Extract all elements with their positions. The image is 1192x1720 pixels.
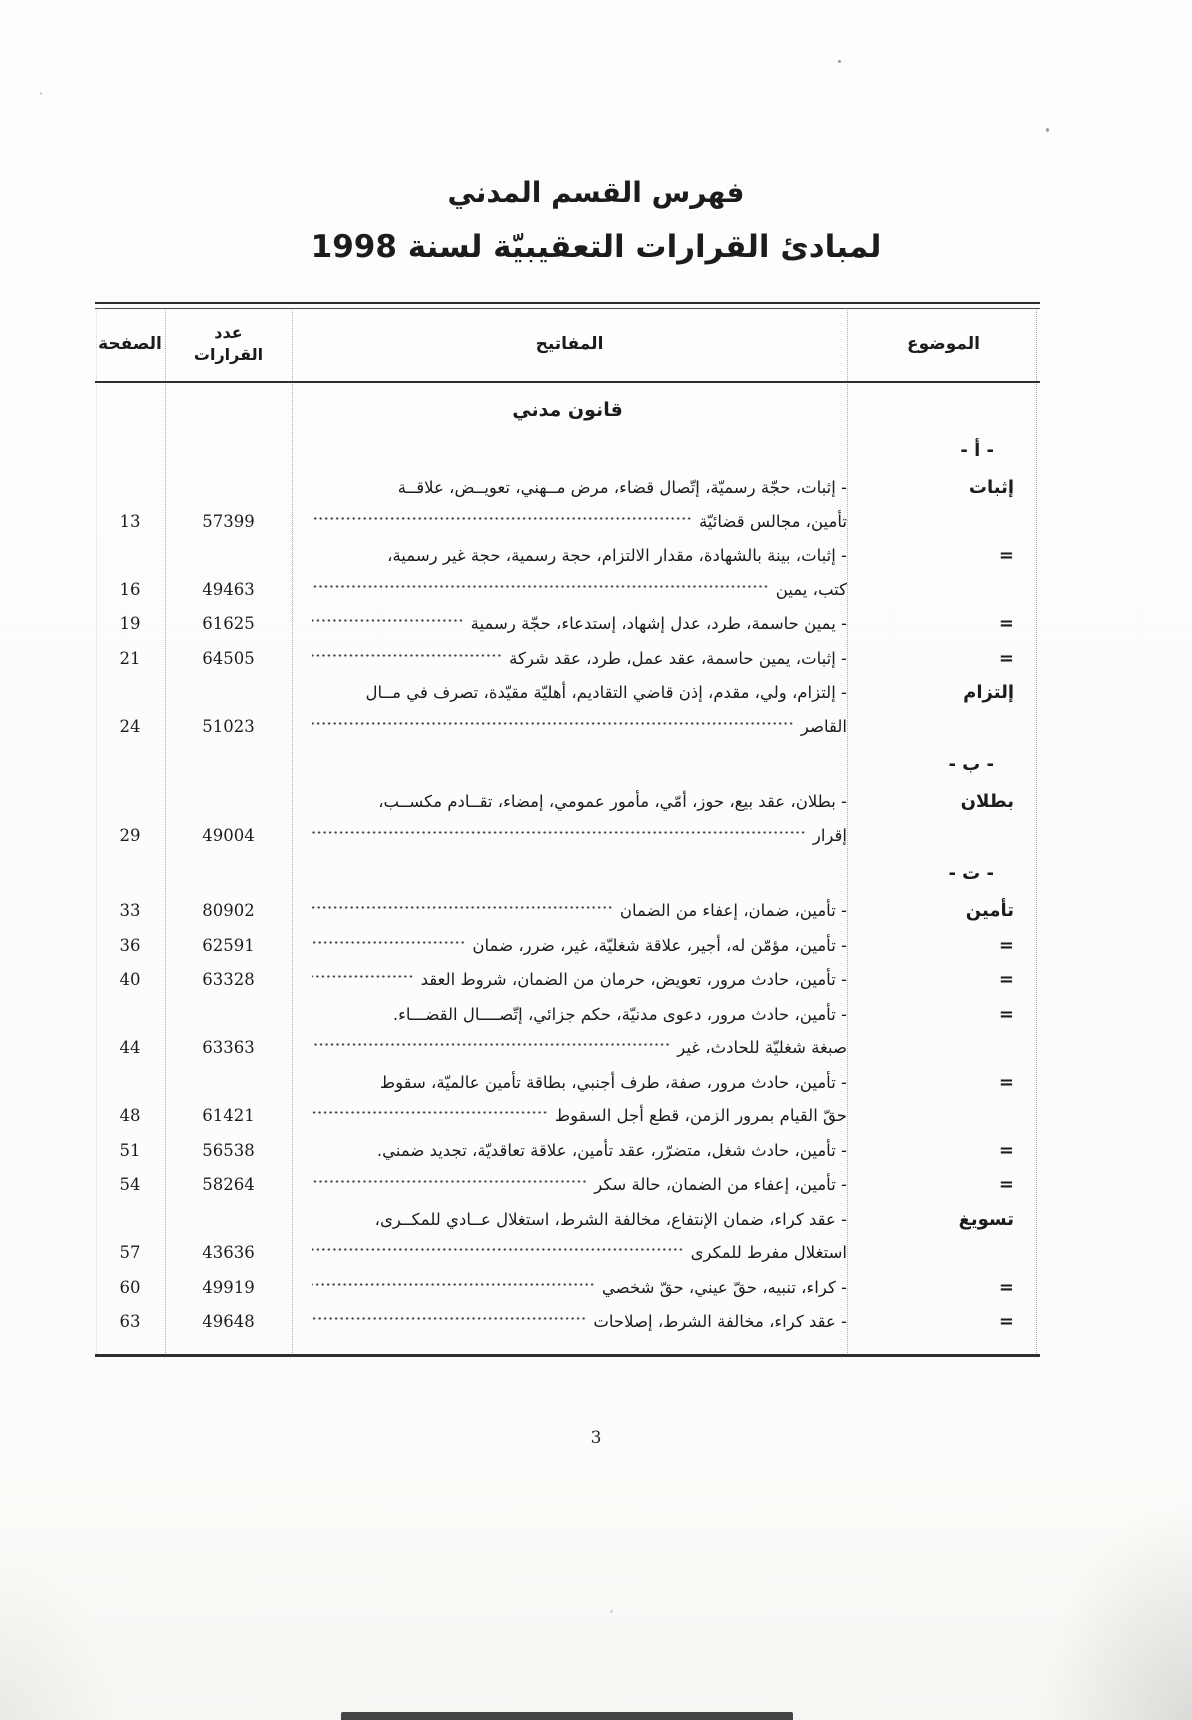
entry-subject: = xyxy=(998,934,1014,956)
entry-decision-number: 61625 xyxy=(202,614,255,633)
table-row xyxy=(95,471,1040,538)
table-row xyxy=(95,676,1040,743)
entry-page-number: 44 xyxy=(119,1038,141,1057)
entry-subject: = xyxy=(998,969,1014,990)
dot-leader xyxy=(312,510,692,527)
table-row xyxy=(95,607,1040,641)
entry-key-text: - بطلان، عقد بيع، حوز، أمّي، مأمور عمومي، إمضاء، تقــادم مكســب، xyxy=(378,792,847,811)
column-header-decisions xyxy=(165,322,292,365)
entry-key-text: القاصر xyxy=(800,716,847,736)
table-row xyxy=(95,998,1040,1065)
entry-page-number: 60 xyxy=(119,1277,141,1297)
entry-key-text: - تأمين، حادث مرور، صفة، طرف أجنبي، بطاقة تأمين عالميّة، سقوط xyxy=(379,1072,847,1092)
entry-key-line xyxy=(300,676,847,710)
dot-leader xyxy=(312,969,414,986)
entry-decision-number: 43636 xyxy=(202,1243,255,1262)
dot-leader xyxy=(312,715,794,732)
entry-key-text: حقّ القيام بمرور الزمن، قطع أجل السقوط xyxy=(554,1106,847,1125)
entry-subject: = xyxy=(998,1276,1014,1298)
table-row xyxy=(95,642,1040,676)
page-title: فهرس القسم المدني xyxy=(447,176,745,209)
entry-key-text: كتب، يمين xyxy=(775,579,847,599)
letter-row xyxy=(95,434,1040,468)
entry-key-text: - تأمين، حادث شغل، متضرّر، عقد تأمين، علاقة تعاقديّة، تجديد ضمني. xyxy=(376,1140,847,1160)
entry-decision-number: 56538 xyxy=(202,1140,255,1160)
entry-key-line xyxy=(300,1203,847,1237)
entry-keys xyxy=(292,1134,847,1168)
table-row xyxy=(95,894,1040,928)
scan-speck xyxy=(40,92,42,95)
table-row xyxy=(95,1305,1040,1339)
entry-keys xyxy=(292,1305,847,1339)
page-subtitle: لمبادئ القرارات التعقيبيّة لسنة 1998 xyxy=(310,229,882,265)
dot-leader xyxy=(312,578,769,595)
letter-row xyxy=(95,748,1040,782)
column-header-page: الصفحة xyxy=(98,333,162,354)
entry-key-text: - عقد كراء، مخالفة الشرط، إصلاحات xyxy=(593,1312,847,1331)
table-row xyxy=(95,1168,1040,1202)
dot-leader xyxy=(312,824,806,841)
table-row xyxy=(95,1203,1040,1270)
entry-key-text: - إلتزام، ولي، مقدم، إذن قاضي التقاديم، أهليّة مقيّدة، تصرف في مــال xyxy=(365,683,847,702)
entry-keys xyxy=(292,676,847,743)
entry-decision-number: 51023 xyxy=(202,716,255,736)
entry-key-text: تأمين، مجالس قضائيّة xyxy=(698,511,847,531)
entry-key-line xyxy=(300,963,847,997)
entry-key-text: - تأمين، ضمان، إعفاء من الضمان xyxy=(619,901,847,920)
table-row xyxy=(95,1134,1040,1168)
dot-leader xyxy=(312,1037,670,1054)
entry-keys xyxy=(292,963,847,997)
dot-leader xyxy=(312,1242,684,1259)
entry-page-number: 36 xyxy=(119,935,141,955)
entry-page-number: 24 xyxy=(119,716,141,736)
entry-key-text: إقرار xyxy=(812,825,847,845)
entry-decision-number: 64505 xyxy=(202,648,255,668)
entry-keys xyxy=(292,1168,847,1202)
entry-subject: تأمين xyxy=(965,900,1014,921)
entry-page-number: 57 xyxy=(119,1243,141,1262)
entry-key-text: - تأمين، حادث مرور، تعويض، حرمان من الضمان، شروط العقد xyxy=(420,970,847,989)
entry-key-line xyxy=(300,1031,847,1065)
entry-key-line xyxy=(300,1134,847,1168)
entry-decision-number: 63363 xyxy=(202,1038,255,1057)
entry-decision-number: 49463 xyxy=(202,579,255,599)
entry-decision-number: 57399 xyxy=(202,511,255,531)
dot-leader xyxy=(312,613,464,630)
entry-page-number: 54 xyxy=(119,1175,141,1194)
entry-key-line xyxy=(300,607,847,641)
entry-subject: = xyxy=(998,545,1014,566)
entry-key-line xyxy=(300,1271,847,1305)
entry-decision-number: 49919 xyxy=(202,1277,255,1297)
letter-row xyxy=(95,857,1040,891)
table-top-rule xyxy=(95,302,1040,309)
entry-key-line xyxy=(300,642,847,676)
dot-leader xyxy=(312,1311,586,1328)
section-title: قانون مدني xyxy=(512,399,623,421)
entry-key-line xyxy=(300,819,847,853)
entry-key-line xyxy=(300,573,847,607)
entry-decision-number: 58264 xyxy=(202,1175,255,1194)
table-row xyxy=(95,1271,1040,1305)
entry-page-number: 13 xyxy=(119,511,141,531)
entry-keys xyxy=(292,929,847,963)
dot-leader xyxy=(312,934,465,951)
table-body xyxy=(95,383,1040,1357)
column-header-keys: المفاتيح xyxy=(535,333,604,354)
table-header-row xyxy=(95,309,1040,383)
section-letter: - ت - xyxy=(948,863,994,884)
entry-subject: = xyxy=(998,1003,1014,1025)
entry-decision-number: 62591 xyxy=(202,935,255,955)
entry-page-number: 19 xyxy=(119,614,141,633)
entry-keys xyxy=(292,1066,847,1133)
scan-artifact-bar xyxy=(341,1712,793,1720)
entry-key-text: - إثبات، يمين حاسمة، عقد عمل، طرد، عقد شركة xyxy=(509,648,847,668)
entry-page-number: 63 xyxy=(119,1312,141,1331)
dot-leader xyxy=(312,1174,587,1191)
entry-key-text: - يمين حاسمة، طرد، عدل إشهاد، إستدعاء، حجّة رسمية xyxy=(470,614,847,633)
entry-page-number: 29 xyxy=(119,825,141,845)
footer-page-number: 3 xyxy=(590,1428,602,1448)
entry-key-text: - إثبات، حجّة رسميّة، إتّصال قضاء، مرض مــهني، تعويــض، علاقــة xyxy=(397,478,847,497)
index-table xyxy=(95,302,1040,1357)
entry-decision-number: 61421 xyxy=(202,1106,255,1125)
table-row xyxy=(95,1066,1040,1133)
entry-page-number: 33 xyxy=(119,901,141,920)
entry-subject: = xyxy=(998,1071,1014,1093)
entry-key-line xyxy=(300,471,847,505)
entry-key-line xyxy=(300,1066,847,1100)
table-row xyxy=(95,929,1040,963)
entry-key-text: - إثبات، بينة بالشهادة، مقدار الالتزام، حجة رسمية، حجة غير رسمية، xyxy=(387,546,847,565)
entry-decision-number: 63328 xyxy=(202,970,255,989)
entry-key-text: - تأمين، حادث مرور، دعوى مدنيّة، حكم جزائي، إتّصــــال القضـــاء. xyxy=(392,1004,847,1024)
entry-key-line xyxy=(300,1168,847,1202)
dot-leader xyxy=(312,1105,548,1122)
entry-decision-number: 49004 xyxy=(202,825,255,845)
entry-keys xyxy=(292,471,847,538)
scan-speck xyxy=(610,1610,613,1613)
entry-subject: = xyxy=(998,1311,1014,1332)
entry-subject: إلتزام xyxy=(963,682,1014,703)
document-titles xyxy=(0,176,1192,265)
entry-page-number: 21 xyxy=(119,648,141,668)
entry-key-line xyxy=(300,539,847,573)
entry-page-number: 51 xyxy=(119,1140,141,1160)
entry-keys xyxy=(292,642,847,676)
entry-keys xyxy=(292,1271,847,1305)
entry-subject: بطلان xyxy=(960,791,1014,812)
entry-key-line xyxy=(300,894,847,928)
table-row xyxy=(95,785,1040,852)
entry-keys xyxy=(292,1203,847,1270)
column-header-decisions-line1: عدد xyxy=(214,323,243,343)
entry-subject: إثبات xyxy=(968,477,1014,498)
entry-key-text: استغلال مفرط للمكرى xyxy=(690,1243,847,1262)
entry-subject: = xyxy=(998,1174,1014,1195)
column-header-decisions-line2: القرارات xyxy=(193,345,264,364)
entry-key-line xyxy=(300,1236,847,1270)
entry-page-number: 16 xyxy=(119,579,141,599)
entry-subject: = xyxy=(998,647,1014,669)
entry-keys xyxy=(292,607,847,641)
entry-key-line xyxy=(300,710,847,744)
entry-keys xyxy=(292,785,847,852)
entry-keys xyxy=(292,894,847,928)
entry-key-line xyxy=(300,1305,847,1339)
entry-keys xyxy=(292,998,847,1065)
entry-key-text: - كراء، تنبيه، حقّ عيني، حقّ شخصي xyxy=(601,1277,847,1297)
dot-leader xyxy=(312,647,502,664)
entry-key-line xyxy=(300,998,847,1032)
entry-key-line xyxy=(300,785,847,819)
scan-speck xyxy=(1046,128,1049,132)
column-header-subject: الموضوع xyxy=(907,333,980,354)
entry-key-text: - تأمين، مؤمّن له، أجير، علاقة شغليّة، غير، ضرر، ضمان xyxy=(472,935,847,955)
section-letter: - أ - xyxy=(960,440,994,461)
scan-speck xyxy=(838,60,841,63)
table-row xyxy=(95,963,1040,997)
entry-key-text: - عقد كراء، ضمان الإنتفاع، مخالفة الشرط، استغلال عــادي للمكــرى، xyxy=(374,1209,847,1229)
entry-key-line xyxy=(300,929,847,963)
entry-key-text: صبغة شغليّة للحادث، غير xyxy=(677,1038,847,1057)
dot-leader xyxy=(312,1276,595,1293)
table-row xyxy=(95,539,1040,606)
entry-page-number: 40 xyxy=(119,970,141,989)
entry-decision-number: 49648 xyxy=(202,1312,255,1331)
entry-subject: تسويغ xyxy=(958,1208,1014,1230)
section-letter: - ب - xyxy=(948,754,994,775)
entry-keys xyxy=(292,539,847,606)
entry-key-line xyxy=(300,1099,847,1133)
entry-decision-number: 80902 xyxy=(202,901,255,920)
dot-leader xyxy=(312,900,613,917)
entry-key-text: - تأمين، إعفاء من الضمان، حالة سكر xyxy=(594,1175,847,1194)
entry-subject: = xyxy=(998,1139,1014,1161)
entry-subject: = xyxy=(998,613,1014,634)
entry-page-number: 48 xyxy=(119,1106,141,1125)
entry-key-line xyxy=(300,505,847,539)
